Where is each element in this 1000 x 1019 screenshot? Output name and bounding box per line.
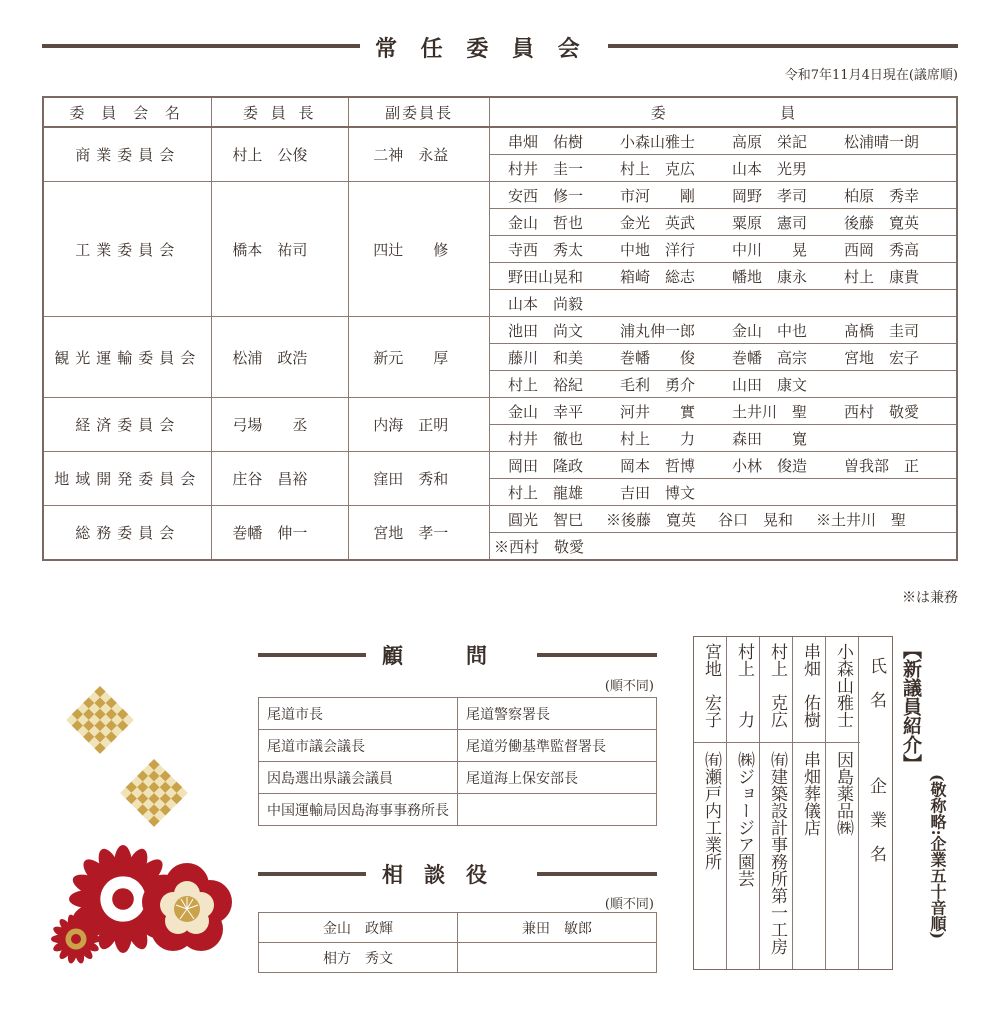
header-chief: 委 員 長 <box>212 97 349 127</box>
committee-chief: 庄谷 昌裕 <box>212 452 349 506</box>
new-member-name: 宮地 宏子 <box>701 643 721 728</box>
consultants-cell: 金山 政輝 <box>259 913 458 943</box>
new-member-company: ㈲瀬戸内工業所 <box>701 751 721 870</box>
committee-row <box>43 398 957 425</box>
gold-checker-icon <box>120 759 188 827</box>
consultants-rule-left <box>258 872 366 876</box>
advisors-title: 顧 問 <box>382 643 487 668</box>
member-name: ※西村 敬愛 <box>494 537 585 556</box>
committee-body <box>43 127 957 560</box>
committee-table <box>42 96 958 561</box>
member-name: 村井 圭一 <box>508 159 584 178</box>
new-member-col-5 <box>694 637 727 969</box>
committee-chief: 松浦 政浩 <box>212 317 349 398</box>
committee-name: 商業委員会 <box>43 127 212 182</box>
committee-vice-chief: 二神 永益 <box>349 127 490 182</box>
committee-chief: 巻幡 伸一 <box>212 506 349 561</box>
consultants-cell: 相方 秀文 <box>259 943 458 973</box>
committee-vice-chief: 内海 正明 <box>349 398 490 452</box>
new-member-company: 串畑葬儀店 <box>800 751 820 836</box>
member-name: 金山 中也 <box>732 321 808 340</box>
committee-vice-chief: 宮地 孝一 <box>349 506 490 561</box>
member-name: 岡野 孝司 <box>732 186 808 205</box>
plum-blossom-icon <box>138 860 236 958</box>
member-name: 山田 康文 <box>732 375 808 394</box>
gold-checker-icon <box>66 686 134 754</box>
member-name: 山本 光男 <box>732 159 808 178</box>
header-members: 委 員 <box>490 97 958 127</box>
committee-row <box>43 127 957 155</box>
member-name: 西村 敬愛 <box>844 402 920 421</box>
label-name: 氏 名 <box>866 657 886 708</box>
member-name: 谷口 晃和 <box>718 510 794 529</box>
advisors-cell: 尾道海上保安部長 <box>458 762 657 794</box>
committee-members-line <box>490 425 958 452</box>
new-members-label-col <box>859 637 892 969</box>
new-member-company: ㈲建築設計事務所第一工房 <box>767 751 787 955</box>
member-name: 宮地 宏子 <box>844 348 920 367</box>
header-vice: 副委員長 <box>349 97 490 127</box>
member-name: ※後藤 寛英 <box>606 510 697 529</box>
member-name: ※土井川 聖 <box>816 510 907 529</box>
committee-name: 経済委員会 <box>43 398 212 452</box>
consultants-note: (順不同) <box>604 897 654 912</box>
member-name: 藤川 和美 <box>508 348 584 367</box>
member-name: 曽我部 正 <box>844 456 920 475</box>
advisors-rule-right <box>537 653 657 657</box>
page-title: 常 任 委 員 会 <box>375 36 588 62</box>
member-name: 野田山晃和 <box>508 267 584 286</box>
advisors-row <box>259 762 657 794</box>
committee-members-line <box>490 263 958 290</box>
member-name: 山本 尚毅 <box>508 294 584 313</box>
advisors-note: (順不同) <box>604 679 654 694</box>
consultants-row <box>259 943 657 973</box>
member-name: 後藤 寛英 <box>844 213 920 232</box>
new-member-name: 村上 克広 <box>767 643 787 728</box>
member-name: 箱崎 総志 <box>620 267 696 286</box>
member-name: 安西 修一 <box>508 186 584 205</box>
member-name: 幡地 康永 <box>732 267 808 286</box>
committee-members-line <box>490 127 958 155</box>
member-name: 巻幡 高宗 <box>732 348 808 367</box>
member-name: 土井川 聖 <box>732 402 808 421</box>
advisors-row <box>259 698 657 730</box>
label-company: 企 業 名 <box>866 777 886 862</box>
member-name: 寺西 秀太 <box>508 240 584 259</box>
member-name: 河井 實 <box>620 402 696 421</box>
committee-vice-chief: 新元 厚 <box>349 317 490 398</box>
advisors-cell <box>458 794 657 826</box>
member-name: 金山 幸平 <box>508 402 584 421</box>
member-name: 浦丸伸一郎 <box>620 321 696 340</box>
member-name: 村上 康貴 <box>844 267 920 286</box>
consultants-cell: 兼田 敏郎 <box>458 913 657 943</box>
advisors-cell: 尾道労働基準監督署長 <box>458 730 657 762</box>
member-name: 圓光 智巳 <box>508 510 584 529</box>
member-name: 小森山雅士 <box>620 132 696 151</box>
consultants-table <box>258 912 657 973</box>
date-note: 令和7年11月4日現在(議席順) <box>784 68 958 83</box>
committee-members-line <box>490 533 958 561</box>
member-name: 柏原 秀幸 <box>844 186 920 205</box>
committee-members-line <box>490 479 958 506</box>
committee-members-line <box>490 344 958 371</box>
consultants-cell <box>458 943 657 973</box>
member-name: 串畑 佑樹 <box>508 132 584 151</box>
committee-members-line <box>490 209 958 236</box>
committee-name: 観光運輸委員会 <box>43 317 212 398</box>
member-name: 毛利 勇介 <box>620 375 696 394</box>
committee-members-line <box>490 452 958 479</box>
committee-row <box>43 506 957 533</box>
committee-chief: 村上 公俊 <box>212 127 349 182</box>
new-member-name: 串畑 佑樹 <box>800 643 820 728</box>
member-name: 中地 洋行 <box>620 240 696 259</box>
committee-members-line <box>490 506 958 533</box>
committee-chief: 橋本 祐司 <box>212 182 349 317</box>
advisors-cell: 尾道市議会議長 <box>259 730 458 762</box>
new-members-box <box>693 636 893 970</box>
member-name: 村上 裕紀 <box>508 375 584 394</box>
small-chrysanthemum-icon <box>50 913 102 965</box>
member-name: 中川 晃 <box>732 240 808 259</box>
member-name: 森田 寛 <box>732 429 808 448</box>
footnote: ※は兼務 <box>902 590 958 606</box>
committee-members-line <box>490 317 958 344</box>
member-name: 村上 力 <box>620 429 696 448</box>
advisors-cell: 中国運輸局因島海事事務所長 <box>259 794 458 826</box>
committee-members-line <box>490 236 958 263</box>
header-committee-name: 委 員 会 名 <box>43 97 212 127</box>
committee-row <box>43 182 957 209</box>
member-name: 粟原 憲司 <box>732 213 808 232</box>
new-member-col-3 <box>760 637 793 969</box>
committee-name: 工業委員会 <box>43 182 212 317</box>
new-member-col-1 <box>826 637 859 969</box>
new-member-col-4 <box>727 637 760 969</box>
consultants-row <box>259 913 657 943</box>
committee-name: 地域開発委員会 <box>43 452 212 506</box>
advisors-cell: 尾道警察署長 <box>458 698 657 730</box>
member-name: 市河 剛 <box>620 186 696 205</box>
member-name: 西岡 秀高 <box>844 240 920 259</box>
advisors-row <box>259 730 657 762</box>
new-member-company: ㈱ジョージア園芸 <box>734 751 754 887</box>
committee-vice-chief: 窪田 秀和 <box>349 452 490 506</box>
title-rule-right <box>608 44 958 48</box>
advisors-rule-left <box>258 653 366 657</box>
committee-row <box>43 317 957 344</box>
advisors-row <box>259 794 657 826</box>
committee-members-line <box>490 182 958 209</box>
advisors-cell: 尾道市長 <box>259 698 458 730</box>
consultants-rule-right <box>537 872 657 876</box>
committee-header-row <box>43 97 957 127</box>
committee-members-line <box>490 398 958 425</box>
member-name: 髙橋 圭司 <box>844 321 920 340</box>
new-members-subheading: (敬称略:企業五十音順) <box>928 774 947 940</box>
new-member-col-2 <box>793 637 826 969</box>
committee-chief: 弓場 丞 <box>212 398 349 452</box>
new-members-divider <box>694 742 860 743</box>
member-name: 村上 克広 <box>620 159 696 178</box>
member-name: 村井 徹也 <box>508 429 584 448</box>
new-members-heading: 【新議員紹介】 <box>900 640 922 773</box>
committee-name: 総務委員会 <box>43 506 212 561</box>
member-name: 巻幡 俊 <box>620 348 696 367</box>
member-name: 松浦晴一朗 <box>844 132 920 151</box>
new-member-company: 因島薬品㈱ <box>833 751 853 836</box>
member-name: 池田 尚文 <box>508 321 584 340</box>
member-name: 金光 英武 <box>620 213 696 232</box>
advisors-table <box>258 697 657 826</box>
member-name: 小林 俊造 <box>732 456 808 475</box>
member-name: 村上 龍雄 <box>508 483 584 502</box>
advisors-cell: 因島選出県議会議員 <box>259 762 458 794</box>
committee-members-line <box>490 155 958 182</box>
member-name: 吉田 博文 <box>620 483 696 502</box>
committee-vice-chief: 四辻 修 <box>349 182 490 317</box>
member-name: 金山 哲也 <box>508 213 584 232</box>
consultants-title: 相 談 役 <box>382 862 487 887</box>
committee-members-line <box>490 290 958 317</box>
committee-members-line <box>490 371 958 398</box>
new-member-name: 小森山雅士 <box>833 643 853 728</box>
member-name: 岡本 哲博 <box>620 456 696 475</box>
member-name: 岡田 隆政 <box>508 456 584 475</box>
new-member-name: 村上 力 <box>734 643 754 728</box>
member-name: 高原 栄記 <box>732 132 808 151</box>
title-rule-left <box>42 44 360 48</box>
committee-row <box>43 452 957 479</box>
